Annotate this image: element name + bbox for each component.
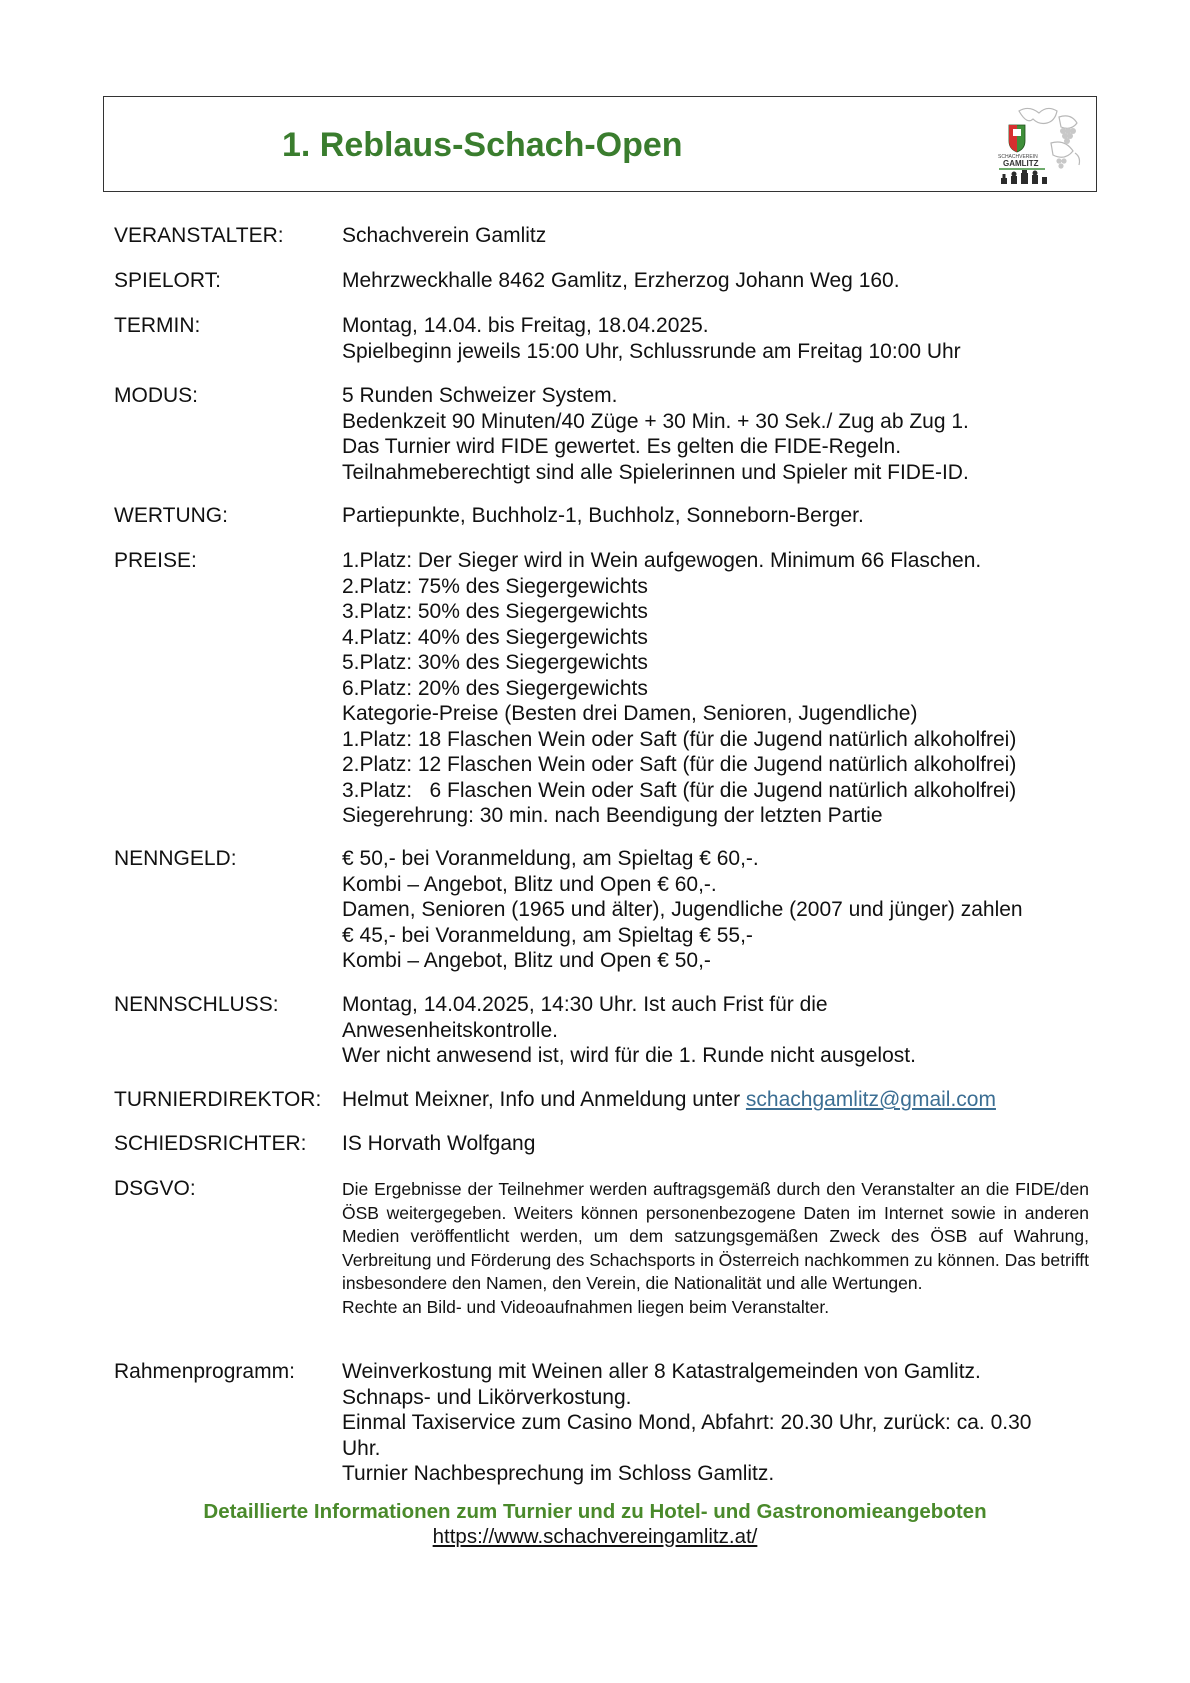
nennschluss-line: Anwesenheitskontrolle.	[342, 1018, 558, 1042]
termin-line: Spielbeginn jeweils 15:00 Uhr, Schlussrunde am Freitag 10:00 Uhr	[342, 339, 961, 363]
logo-small-text: SCHACHVEREIN	[998, 154, 1038, 160]
info-table	[114, 223, 1089, 1489]
preise-line: 4.Platz: 40% des Siegergewichts	[342, 625, 648, 649]
label-dsgvo: DSGVO:	[114, 1177, 196, 1200]
preise-line: 1.Platz: 18 Flaschen Wein oder Saft (für die Jugend natürlich alkoholfrei)	[342, 727, 1017, 751]
preise-line: 5.Platz: 30% des Siegergewichts	[342, 651, 648, 674]
value-preise	[342, 548, 1089, 846]
row-spielort	[114, 268, 1089, 313]
value-termin	[342, 313, 1089, 383]
row-schiedsrichter	[114, 1131, 1089, 1176]
value-dsgvo	[342, 1176, 1089, 1359]
modus-line: Teilnahmeberechtigt sind alle Spielerinnen und Spieler mit FIDE-ID.	[342, 460, 969, 484]
label-termin: TERMIN:	[114, 314, 201, 337]
nenngeld-line: Kombi – Angebot, Blitz und Open € 60,-.	[342, 872, 717, 896]
nennschluss-line: Montag, 14.04.2025, 14:30 Uhr. Ist auch Frist für die	[342, 993, 828, 1016]
row-nennschluss	[114, 992, 1089, 1087]
header-box	[103, 96, 1097, 192]
club-logo-icon	[989, 103, 1089, 187]
row-dsgvo	[114, 1176, 1089, 1359]
rahmenprogramm-line: Uhr.	[342, 1436, 381, 1460]
row-preise	[114, 548, 1089, 846]
label-schiedsrichter: SCHIEDSRICHTER:	[114, 1132, 307, 1155]
turnierdirektor-text: Helmut Meixner, Info und Anmeldung unter	[342, 1088, 746, 1111]
preise-line: 2.Platz: 75% des Siegergewichts	[342, 574, 648, 598]
nenngeld-line: € 45,- bei Voranmeldung, am Spieltag € 55,-	[342, 923, 753, 947]
value-spielort: Mehrzweckhalle 8462 Gamlitz, Erzherzog Johann Weg 160.	[342, 269, 900, 292]
label-modus: MODUS:	[114, 384, 198, 407]
preise-line: 3.Platz: 50% des Siegergewichts	[342, 600, 648, 623]
dsgvo-note: Rechte an Bild- und Videoaufnahmen liegen beim Veranstalter.	[342, 1296, 830, 1317]
label-rahmenprogramm: Rahmenprogramm:	[114, 1360, 295, 1383]
value-modus	[342, 383, 1089, 503]
website-link[interactable]: https://www.schachvereingamlitz.at/	[432, 1525, 758, 1548]
label-turnierdirektor: TURNIERDIREKTOR:	[114, 1088, 322, 1111]
nennschluss-line: Wer nicht anwesend ist, wird für die 1. Runde nicht ausgelost.	[342, 1044, 916, 1067]
label-preise: PREISE:	[114, 549, 197, 572]
row-termin	[114, 313, 1089, 383]
dsgvo-paragraph: Die Ergebnisse der Teilnehmer werden auftragsgemäß durch den Veranstalter an die FIDE/den ÖSB weitergegeben. Weiters können personenbezogene Daten im Internet sowie in anderen Medien veröffentlicht werden, um dem satzungsgemäßen Zweck des ÖSB auf Wahrung, Verbreitung und Förderung des Schachsports in Österreich nachkommen zu können. Das betrifft insbesondere den Namen, den Verein, die Nationalität und alle Wertungen.	[342, 1179, 1089, 1293]
value-nennschluss	[342, 992, 1089, 1087]
label-veranstalter: VERANSTALTER:	[114, 224, 284, 247]
preise-line: 1.Platz: Der Sieger wird in Wein aufgewogen. Minimum 66 Flaschen.	[342, 549, 982, 572]
rahmenprogramm-line: Einmal Taxiservice zum Casino Mond, Abfahrt: 20.30 Uhr, zurück: ca. 0.30	[342, 1411, 1032, 1434]
row-wertung	[114, 503, 1089, 548]
footer-title: Detaillierte Informationen zum Turnier und zu Hotel- und Gastronomieangeboten	[203, 1500, 987, 1523]
rahmenprogramm-line: Weinverkostung mit Weinen aller 8 Katastralgemeinden von Gamlitz.	[342, 1360, 981, 1383]
termin-line: Montag, 14.04. bis Freitag, 18.04.2025.	[342, 314, 709, 337]
value-wertung: Partiepunkte, Buchholz-1, Buchholz, Sonneborn-Berger.	[342, 504, 864, 527]
nenngeld-line: Kombi – Angebot, Blitz und Open € 50,-	[342, 949, 711, 972]
rahmenprogramm-line: Schnaps- und Likörverkostung.	[342, 1385, 632, 1409]
modus-line: Das Turnier wird FIDE gewertet. Es gelten die FIDE-Regeln.	[342, 435, 902, 458]
preise-line: Siegerehrung: 30 min. nach Beendigung der letzten Partie	[342, 804, 883, 827]
label-spielort: SPIELORT:	[114, 269, 221, 292]
value-schiedsrichter: IS Horvath Wolfgang	[342, 1132, 536, 1155]
nenngeld-line: € 50,- bei Voranmeldung, am Spieltag € 60,-.	[342, 847, 759, 870]
nenngeld-line: Damen, Senioren (1965 und älter), Jugendliche (2007 und jünger) zahlen	[342, 898, 1023, 921]
label-nennschluss: NENNSCHLUSS:	[114, 993, 279, 1016]
value-nenngeld	[342, 846, 1089, 992]
modus-line: Bedenkzeit 90 Minuten/40 Züge + 30 Min. + 30 Sek./ Zug ab Zug 1.	[342, 409, 969, 433]
rahmenprogramm-line: Turnier Nachbesprechung im Schloss Gamlitz.	[342, 1462, 775, 1485]
preise-line: Kategorie-Preise (Besten drei Damen, Senioren, Jugendliche)	[342, 702, 918, 725]
modus-line: 5 Runden Schweizer System.	[342, 384, 618, 407]
page-title: 1. Reblaus-Schach-Open	[282, 126, 683, 164]
label-wertung: WERTUNG:	[114, 504, 228, 527]
email-link[interactable]: schachgamlitz@gmail.com	[745, 1088, 996, 1111]
row-rahmenprogramm	[114, 1359, 1089, 1489]
row-turnierdirektor	[114, 1087, 1089, 1131]
value-rahmenprogramm	[342, 1359, 1089, 1489]
label-nenngeld: NENNGELD:	[114, 847, 237, 870]
preise-line: 2.Platz: 12 Flaschen Wein oder Saft (für die Jugend natürlich alkoholfrei)	[342, 753, 1017, 776]
preise-line: 3.Platz: 6 Flaschen Wein oder Saft (für die Jugend natürlich alkoholfrei)	[342, 778, 1017, 802]
value-turnierdirektor	[342, 1087, 1089, 1131]
value-veranstalter: Schachverein Gamlitz	[342, 224, 547, 247]
preise-line: 6.Platz: 20% des Siegergewichts	[342, 676, 648, 700]
row-nenngeld	[114, 846, 1089, 992]
row-veranstalter	[114, 223, 1089, 268]
row-modus	[114, 383, 1089, 503]
logo-main-text: GAMLITZ	[1003, 159, 1039, 168]
